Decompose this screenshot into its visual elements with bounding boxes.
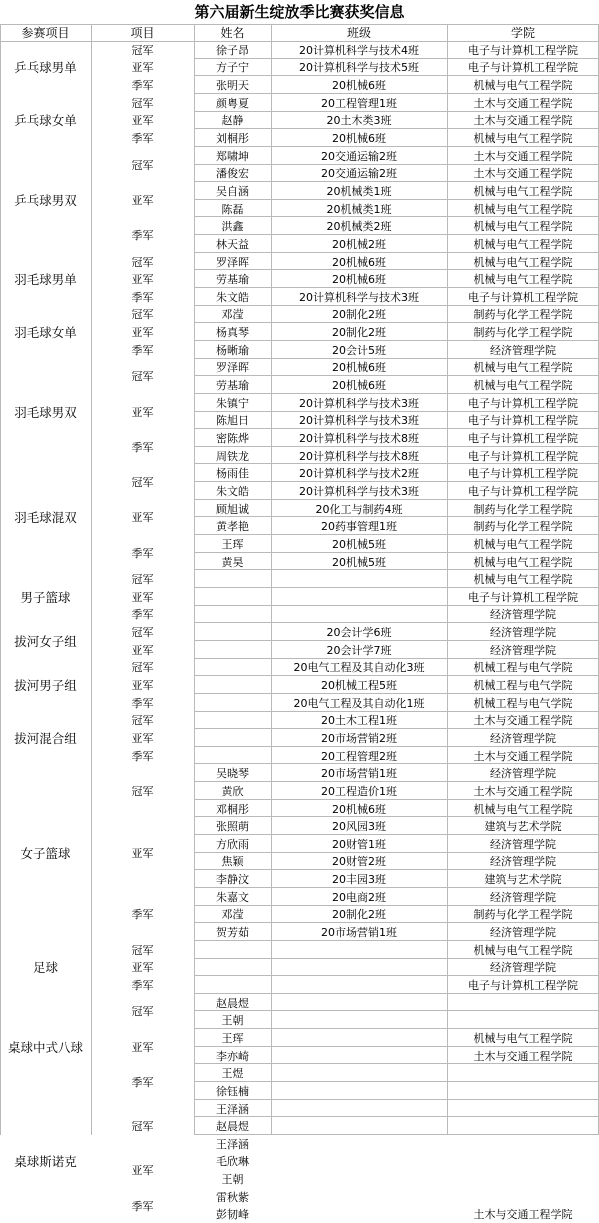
college-cell (447, 1170, 599, 1188)
name-cell: 朱镇宁 (216, 396, 249, 410)
event-cell: 羽毛球混双 (14, 510, 77, 526)
name-cell (194, 976, 271, 994)
rank-cell: 季军 (131, 343, 154, 357)
college-cell: 制药与化学工程学院 (473, 908, 573, 922)
class-cell: 20机械6班 (332, 132, 386, 146)
rank-cell: 亚军 (131, 1040, 154, 1054)
name-cell: 劳基瑜 (216, 379, 249, 393)
college-cell: 经济管理学院 (490, 343, 556, 357)
name-cell: 方欣雨 (216, 837, 249, 851)
class-cell: 20机械6班 (332, 79, 386, 93)
name-cell: 杨雨佳 (216, 467, 249, 481)
class-cell: 20机械6班 (332, 273, 386, 287)
event-cell: 羽毛球男单 (14, 272, 77, 288)
header-event: 参赛项目 (21, 26, 70, 40)
college-cell: 电子与计算机工程学院 (468, 449, 578, 463)
name-cell: 刘桐彤 (216, 132, 249, 146)
name-cell: 邓滢 (221, 908, 244, 922)
college-cell: 经济管理学院 (490, 926, 556, 940)
class-cell (271, 1082, 447, 1100)
college-cell: 机械工程与电气学院 (473, 696, 573, 710)
college-cell: 建筑与艺术学院 (484, 820, 562, 834)
college-cell: 制药与化学工程学院 (473, 502, 573, 516)
college-cell: 机械与电气工程学院 (473, 202, 573, 216)
college-cell: 机械工程与电气学院 (473, 661, 573, 675)
class-cell: 20电商2班 (332, 890, 386, 904)
name-cell: 罗泽晖 (216, 361, 249, 375)
college-cell (447, 994, 599, 1012)
class-cell (271, 1064, 447, 1082)
college-cell: 机械工程与电气学院 (473, 679, 573, 693)
class-cell: 20财管2班 (332, 855, 386, 869)
name-cell: 郑啸坤 (216, 149, 249, 163)
name-cell: 吴自涵 (216, 184, 249, 198)
college-cell: 土木与交通工程学院 (473, 1049, 573, 1063)
name-cell: 潘俊宏 (216, 167, 249, 181)
name-cell (194, 941, 271, 959)
college-cell: 经济管理学院 (490, 961, 556, 975)
rank-cell: 冠军 (131, 96, 154, 110)
rank-cell: 亚军 (131, 1164, 154, 1178)
rank-cell: 季军 (131, 132, 154, 146)
class-cell: 20土木工程1班 (321, 714, 397, 728)
name-cell: 张明天 (216, 79, 249, 93)
rank-cell: 亚军 (131, 326, 154, 340)
name-cell: 赵静 (221, 114, 244, 128)
name-cell: 王泽涵 (216, 1102, 249, 1116)
name-cell (194, 729, 271, 747)
class-cell: 20机械6班 (332, 255, 386, 269)
rank-cell: 亚军 (131, 61, 154, 75)
rank-cell: 亚军 (131, 679, 154, 693)
college-cell: 机械与电气工程学院 (473, 361, 573, 375)
name-cell (194, 747, 271, 765)
name-cell (194, 588, 271, 606)
name-cell: 王珲 (221, 537, 244, 551)
college-cell: 机械与电气工程学院 (473, 802, 573, 816)
name-cell: 洪鑫 (221, 220, 244, 234)
name-cell: 赵晨煜 (216, 996, 249, 1010)
class-cell: 20计算机科学与技术4班 (299, 43, 419, 57)
class-cell: 20会计学6班 (326, 626, 392, 640)
name-cell: 李静汶 (216, 873, 249, 887)
name-cell: 王珲 (221, 1031, 244, 1045)
rank-cell: 亚军 (131, 273, 154, 287)
class-cell (271, 1029, 447, 1047)
college-cell: 建筑与艺术学院 (484, 873, 562, 887)
rank-cell: 季军 (131, 229, 154, 243)
event-cell: 拔河男子组 (14, 678, 77, 694)
name-cell: 李亦崎 (216, 1049, 249, 1063)
name-cell: 黄欣 (221, 784, 244, 798)
class-cell (271, 976, 447, 994)
college-cell: 机械与电气工程学院 (473, 255, 573, 269)
class-cell: 20计算机科学与技术5班 (299, 61, 419, 75)
class-cell (271, 1117, 447, 1135)
rank-cell: 冠军 (131, 370, 154, 384)
college-cell (447, 1117, 599, 1135)
rank-cell: 冠军 (131, 943, 154, 957)
college-cell: 土木与交通工程学院 (473, 96, 573, 110)
class-cell: 20计算机科学与技术3班 (299, 414, 419, 428)
name-cell: 王朝 (221, 1014, 244, 1028)
class-cell: 20丰园3班 (332, 873, 386, 887)
class-cell: 20计算机科学与技术8班 (299, 449, 419, 463)
class-cell: 20计算机科学与技术3班 (299, 396, 419, 410)
name-cell: 杨真琴 (216, 326, 249, 340)
rank-cell: 冠军 (131, 1005, 154, 1019)
event-cell: 桌球斯诺克 (14, 1154, 77, 1170)
rank-cell: 季军 (131, 546, 154, 560)
event-cell: 乒乓球女单 (14, 113, 77, 129)
college-cell: 经济管理学院 (490, 767, 556, 781)
college-cell: 土木与交通工程学院 (473, 714, 573, 728)
college-cell: 机械与电气工程学院 (473, 555, 573, 569)
rank-cell: 冠军 (131, 784, 154, 798)
class-cell (271, 1100, 447, 1118)
college-cell: 电子与计算机工程学院 (468, 290, 578, 304)
class-cell (271, 959, 447, 977)
class-cell: 20机械6班 (332, 361, 386, 375)
rank-cell: 季军 (131, 908, 154, 922)
name-cell: 张照萌 (216, 820, 249, 834)
rank-cell: 亚军 (131, 643, 154, 657)
class-cell: 20制化2班 (332, 308, 386, 322)
name-cell: 王朝 (221, 1173, 244, 1187)
college-cell: 土木与交通工程学院 (473, 749, 573, 763)
college-cell: 制药与化学工程学院 (473, 520, 573, 534)
rank-cell: 季军 (131, 979, 154, 992)
college-cell: 机械与电气工程学院 (473, 1031, 573, 1045)
name-cell (194, 641, 271, 659)
class-cell (271, 1047, 447, 1065)
name-cell: 黄孝艳 (216, 520, 249, 534)
rank-cell: 季军 (131, 79, 154, 93)
name-cell: 林天益 (216, 237, 249, 251)
class-cell: 20机械5班 (332, 537, 386, 551)
rank-cell: 冠军 (131, 255, 154, 269)
rank-cell: 季军 (131, 1199, 154, 1213)
name-cell (194, 606, 271, 624)
name-cell: 陈磊 (221, 202, 244, 216)
college-cell (447, 1064, 599, 1082)
class-cell: 20计算机科学与技术3班 (299, 484, 419, 498)
class-cell (271, 1135, 447, 1153)
class-cell: 20工程管理1班 (321, 96, 397, 110)
college-cell (447, 1135, 599, 1153)
class-cell: 20机械6班 (332, 802, 386, 816)
college-cell: 经济管理学院 (490, 643, 556, 657)
class-cell (271, 941, 447, 959)
college-cell (447, 1100, 599, 1118)
name-cell: 杨晰瑜 (216, 343, 249, 357)
class-cell: 20工程造价1班 (321, 784, 397, 798)
rank-cell: 亚军 (131, 590, 154, 604)
college-cell: 土木与交通工程学院 (473, 167, 573, 181)
class-cell: 20机械类1班 (326, 184, 392, 198)
rank-cell: 冠军 (131, 43, 154, 57)
college-cell: 机械与电气工程学院 (473, 537, 573, 551)
event-cell: 羽毛球女单 (14, 325, 77, 341)
name-cell (194, 959, 271, 977)
college-cell: 经济管理学院 (490, 731, 556, 745)
event-cell: 女子篮球 (20, 845, 71, 861)
header-name: 姓名 (220, 26, 245, 40)
rank-cell: 亚军 (131, 114, 154, 128)
college-cell: 电子与计算机工程学院 (468, 43, 578, 57)
rank-cell: 亚军 (131, 511, 154, 525)
class-cell (271, 994, 447, 1012)
class-cell: 20电气工程及其自动化3班 (293, 661, 425, 675)
college-cell: 电子与计算机工程学院 (468, 396, 578, 410)
event-cell: 拔河混合组 (14, 730, 77, 746)
college-cell: 经济管理学院 (490, 837, 556, 851)
class-cell: 20交通运输2班 (321, 149, 397, 163)
name-cell: 邓桐彤 (216, 802, 249, 816)
class-cell: 20药事管理1班 (321, 520, 397, 534)
college-cell: 电子与计算机工程学院 (468, 590, 578, 604)
rank-cell: 冠军 (131, 573, 154, 587)
rank-cell: 季军 (131, 290, 154, 304)
college-cell: 电子与计算机工程学院 (468, 467, 578, 481)
class-cell: 20机械类2班 (326, 220, 392, 234)
name-cell: 雷秋紫 (216, 1190, 249, 1204)
name-cell: 周铁龙 (216, 449, 249, 463)
college-cell (447, 1082, 599, 1100)
rank-cell: 亚军 (131, 846, 154, 860)
class-cell: 20市场营销2班 (321, 731, 397, 745)
rank-cell: 亚军 (131, 961, 154, 975)
class-cell: 20财管1班 (332, 837, 386, 851)
rank-cell: 季军 (131, 608, 154, 622)
college-cell: 机械与电气工程学院 (473, 79, 573, 93)
class-cell (271, 1011, 447, 1029)
class-cell: 20工程管理2班 (321, 749, 397, 763)
name-cell: 颜粤夏 (216, 96, 249, 110)
rank-cell: 季军 (131, 749, 154, 763)
event-cell: 乒乓球男单 (14, 60, 77, 76)
rank-cell: 亚军 (131, 731, 154, 745)
college-cell (447, 1188, 599, 1206)
name-cell (194, 570, 271, 588)
name-cell: 吴晓琴 (216, 767, 249, 781)
class-cell: 20土木类3班 (326, 114, 392, 128)
name-cell: 徐钰楠 (216, 1084, 249, 1098)
class-cell: 20计算机科学与技术8班 (299, 432, 419, 445)
class-cell (271, 1153, 447, 1171)
college-cell: 电子与计算机工程学院 (468, 484, 578, 498)
event-cell: 男子篮球 (20, 589, 71, 605)
class-cell: 20计算机科学与技术3班 (299, 290, 419, 304)
college-cell: 机械与电气工程学院 (473, 273, 573, 287)
header-rank: 项目 (130, 26, 155, 40)
name-cell: 黄昊 (221, 555, 244, 569)
college-cell: 制药与化学工程学院 (473, 326, 573, 340)
name-cell: 贺芳茹 (216, 926, 249, 940)
rank-cell: 亚军 (131, 193, 154, 207)
class-cell: 20电气工程及其自动化1班 (293, 696, 425, 710)
class-cell: 20风园3班 (332, 820, 386, 834)
class-cell (271, 1188, 447, 1206)
class-cell: 20机械5班 (332, 555, 386, 569)
college-cell: 土木与交通工程学院 (473, 114, 573, 128)
name-cell: 徐子昂 (216, 43, 249, 57)
class-cell: 20制化2班 (332, 326, 386, 340)
class-cell (271, 588, 447, 606)
class-cell: 20机械工程5班 (321, 679, 397, 693)
name-cell: 王泽涵 (216, 1137, 249, 1151)
name-cell (194, 676, 271, 694)
name-cell: 毛欣琳 (216, 1155, 249, 1169)
class-cell: 20制化2班 (332, 908, 386, 922)
name-cell: 彭韧峰 (216, 1208, 249, 1222)
class-cell: 20化工与制药4班 (315, 502, 403, 516)
college-cell: 电子与计算机工程学院 (468, 414, 578, 428)
college-cell: 机械与电气工程学院 (473, 573, 573, 587)
name-cell: 劳基瑜 (216, 273, 249, 287)
class-cell: 20市场营销1班 (321, 926, 397, 940)
name-cell: 邓滢 (221, 308, 244, 322)
name-cell: 陈旭日 (216, 414, 249, 428)
header-college: 学院 (510, 26, 535, 40)
rank-cell: 冠军 (131, 158, 154, 172)
rank-cell: 亚军 (131, 405, 154, 419)
name-cell: 赵晨煜 (216, 1120, 249, 1134)
name-cell (194, 694, 271, 712)
rank-cell: 冠军 (131, 661, 154, 675)
class-cell: 20市场营销1班 (321, 767, 397, 781)
event-cell: 桌球中式八球 (7, 1039, 83, 1055)
college-cell: 制药与化学工程学院 (473, 308, 573, 322)
rank-cell: 冠军 (131, 308, 154, 322)
class-cell: 20会计学7班 (326, 643, 392, 657)
college-cell: 机械与电气工程学院 (473, 237, 573, 251)
event-cell: 羽毛球男双 (14, 404, 77, 420)
college-cell: 经济管理学院 (490, 890, 556, 904)
college-cell: 机械与电气工程学院 (473, 943, 573, 957)
class-cell (271, 1206, 447, 1223)
name-cell (194, 623, 271, 641)
rank-cell: 季军 (131, 440, 154, 454)
rank-cell: 冠军 (131, 626, 154, 640)
class-cell: 20交通运输2班 (321, 167, 397, 181)
college-cell: 电子与计算机工程学院 (468, 61, 578, 75)
class-cell: 20机械2班 (332, 237, 386, 251)
rank-cell: 季军 (131, 1076, 154, 1090)
college-cell: 机械与电气工程学院 (473, 220, 573, 234)
rank-cell: 季军 (131, 696, 154, 710)
header-class: 班级 (346, 26, 371, 40)
college-cell: 电子与计算机工程学院 (468, 432, 578, 445)
college-cell (447, 1153, 599, 1171)
college-cell: 经济管理学院 (490, 855, 556, 869)
name-cell (194, 712, 271, 730)
college-cell: 土木与交通工程学院 (473, 784, 573, 798)
college-cell: 电子与计算机工程学院 (468, 979, 578, 992)
name-cell: 焦颖 (221, 855, 244, 869)
college-cell: 经济管理学院 (490, 626, 556, 640)
document-title: 第六届新生绽放季比赛获奖信息 (194, 3, 405, 21)
college-cell: 机械与电气工程学院 (473, 379, 573, 393)
rank-cell: 冠军 (131, 476, 154, 490)
name-cell: 王煜 (221, 1067, 244, 1081)
event-cell: 乒乓球男双 (14, 192, 77, 208)
class-cell (271, 606, 447, 624)
class-cell (271, 570, 447, 588)
class-cell (271, 1170, 447, 1188)
rank-cell: 冠军 (131, 1120, 154, 1134)
class-cell: 20会计5班 (332, 343, 386, 357)
college-cell: 土木与交通工程学院 (473, 149, 573, 163)
name-cell: 密陈烨 (216, 432, 249, 445)
rank-cell: 冠军 (131, 714, 154, 728)
college-cell: 经济管理学院 (490, 608, 556, 622)
class-cell: 20机械6班 (332, 379, 386, 393)
college-cell (447, 1011, 599, 1029)
college-cell: 机械与电气工程学院 (473, 132, 573, 146)
name-cell: 朱文皓 (216, 290, 249, 304)
college-cell: 土木与交通工程学院 (473, 1208, 573, 1222)
class-cell: 20机械类1班 (326, 202, 392, 216)
name-cell: 朱嘉文 (216, 890, 249, 904)
college-cell: 机械与电气工程学院 (473, 184, 573, 198)
name-cell: 朱文皓 (216, 484, 249, 498)
class-cell: 20计算机科学与技术2班 (299, 467, 419, 481)
event-cell: 足球 (32, 960, 58, 976)
name-cell: 罗泽晖 (216, 255, 249, 269)
event-cell: 拔河女子组 (14, 633, 77, 649)
name-cell (194, 659, 271, 677)
name-cell: 方子宁 (216, 61, 249, 75)
name-cell: 顾旭诚 (216, 502, 249, 516)
